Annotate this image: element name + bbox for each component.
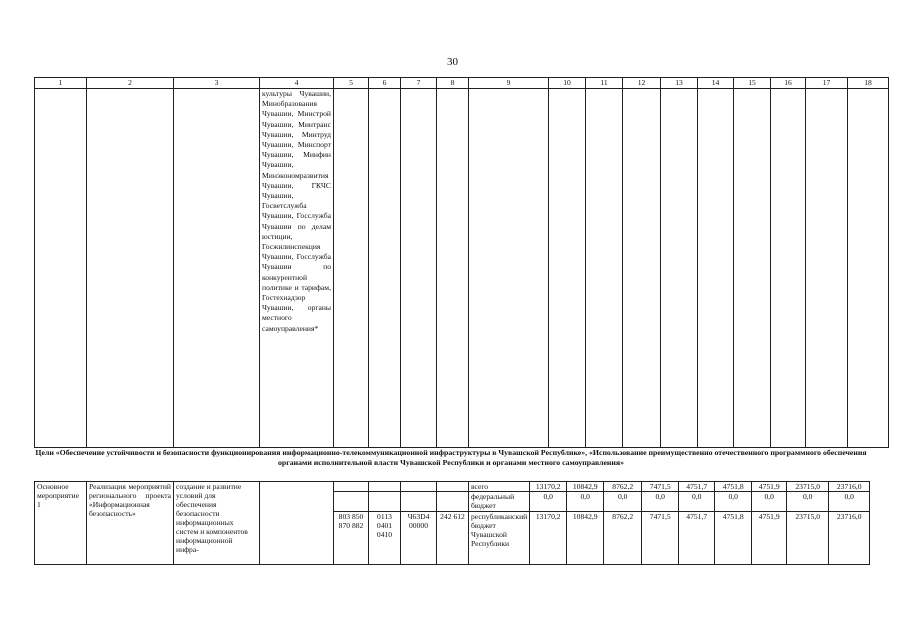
executor-cell <box>260 482 334 565</box>
measure-goal: создание и развитие условий для обеспечения безопасности информационных систем и компонентов информационной инфра- <box>174 482 260 565</box>
value-cell: 7471,5 <box>642 482 679 492</box>
measure-type: Основное мероприятие 1 <box>35 482 87 565</box>
continuation-row <box>35 89 889 448</box>
value-cell: 10842,9 <box>567 512 604 565</box>
col-number: 16 <box>771 78 806 89</box>
value-cell: 7471,5 <box>642 512 679 565</box>
value-cell: 4751,8 <box>715 512 752 565</box>
measure-name: Реализация мероприятий регионального проекта «Информационная безопасность» <box>87 482 174 565</box>
value-cell: 23716,0 <box>829 482 870 492</box>
value-cell: 0,0 <box>530 492 567 512</box>
col-number: 15 <box>734 78 771 89</box>
value-cell: 23716,0 <box>829 512 870 565</box>
executors-cell: культуры Чувашии, Минобразования Чувашии, Минстрой Чувашии, Минтранс Чувашии, Минтруд Чувашии, Минспорт Чувашии, Минфин Чувашии, Минэкономразвития Чувашии, ГКЧС Чувашии, Госветслужба Чувашии, Госслужба Чувашии по делам юстиции, Госжилинспекция Чувашии, Госслужба Чувашии по конкурентной политике и тарифам, Гостехнадзор Чувашии, органы местного самоуправления* <box>260 89 334 448</box>
value-cell: 0,0 <box>604 492 642 512</box>
col-number: 2 <box>87 78 174 89</box>
col-number: 12 <box>623 78 661 89</box>
value-cell: 8762,2 <box>604 482 642 492</box>
value-cell: 0,0 <box>642 492 679 512</box>
col-number: 11 <box>586 78 623 89</box>
value-cell: 13170,2 <box>530 482 567 492</box>
csr-code: Ч63D4 00000 <box>401 512 437 565</box>
value-cell: 4751,9 <box>752 482 787 492</box>
col-number: 7 <box>401 78 437 89</box>
source-label: федеральный бюджет <box>469 492 530 512</box>
value-cell: 4751,8 <box>715 482 752 492</box>
col-number: 9 <box>469 78 549 89</box>
value-cell: 4751,9 <box>752 512 787 565</box>
value-cell: 23715,0 <box>787 512 829 565</box>
col-number: 6 <box>369 78 401 89</box>
value-cell: 0,0 <box>567 492 604 512</box>
value-cell: 13170,2 <box>530 512 567 565</box>
rzpr-code: 0113 0401 0410 <box>369 512 401 565</box>
source-label: всего <box>469 482 530 492</box>
value-cell: 23715,0 <box>787 482 829 492</box>
vr-code: 242 612 <box>437 512 469 565</box>
table-row <box>35 482 870 492</box>
col-number: 13 <box>661 78 698 89</box>
value-cell: 0,0 <box>787 492 829 512</box>
value-cell: 4751,7 <box>679 512 715 565</box>
measure-table <box>34 481 870 565</box>
col-number: 8 <box>437 78 469 89</box>
col-number: 18 <box>848 78 889 89</box>
col-number: 4 <box>260 78 334 89</box>
source-label: республиканский бюджет Чувашской Республики <box>469 512 530 565</box>
col-number: 1 <box>35 78 87 89</box>
value-cell: 0,0 <box>829 492 870 512</box>
column-number-row <box>35 78 889 89</box>
goal-heading: Цели «Обеспечение устойчивости и безопасности функционирования информационно-телекоммуникационной инфраструктуры в Чувашской Республике», «Использование преимущественно отечественного программного обеспечения органами исполнительной власти Чувашской Республики и органами местного самоуправления» <box>35 448 867 467</box>
value-cell: 10842,9 <box>567 482 604 492</box>
col-number: 10 <box>549 78 586 89</box>
col-number: 14 <box>698 78 734 89</box>
value-cell: 0,0 <box>679 492 715 512</box>
value-cell: 0,0 <box>715 492 752 512</box>
grbs-code: 803 850 870 882 <box>334 512 369 565</box>
col-number: 5 <box>334 78 369 89</box>
col-number: 17 <box>806 78 848 89</box>
value-cell: 0,0 <box>752 492 787 512</box>
value-cell: 4751,7 <box>679 482 715 492</box>
col-number: 3 <box>174 78 260 89</box>
page-number: 30 <box>447 56 458 68</box>
value-cell: 8762,2 <box>604 512 642 565</box>
continuation-table <box>34 77 889 448</box>
